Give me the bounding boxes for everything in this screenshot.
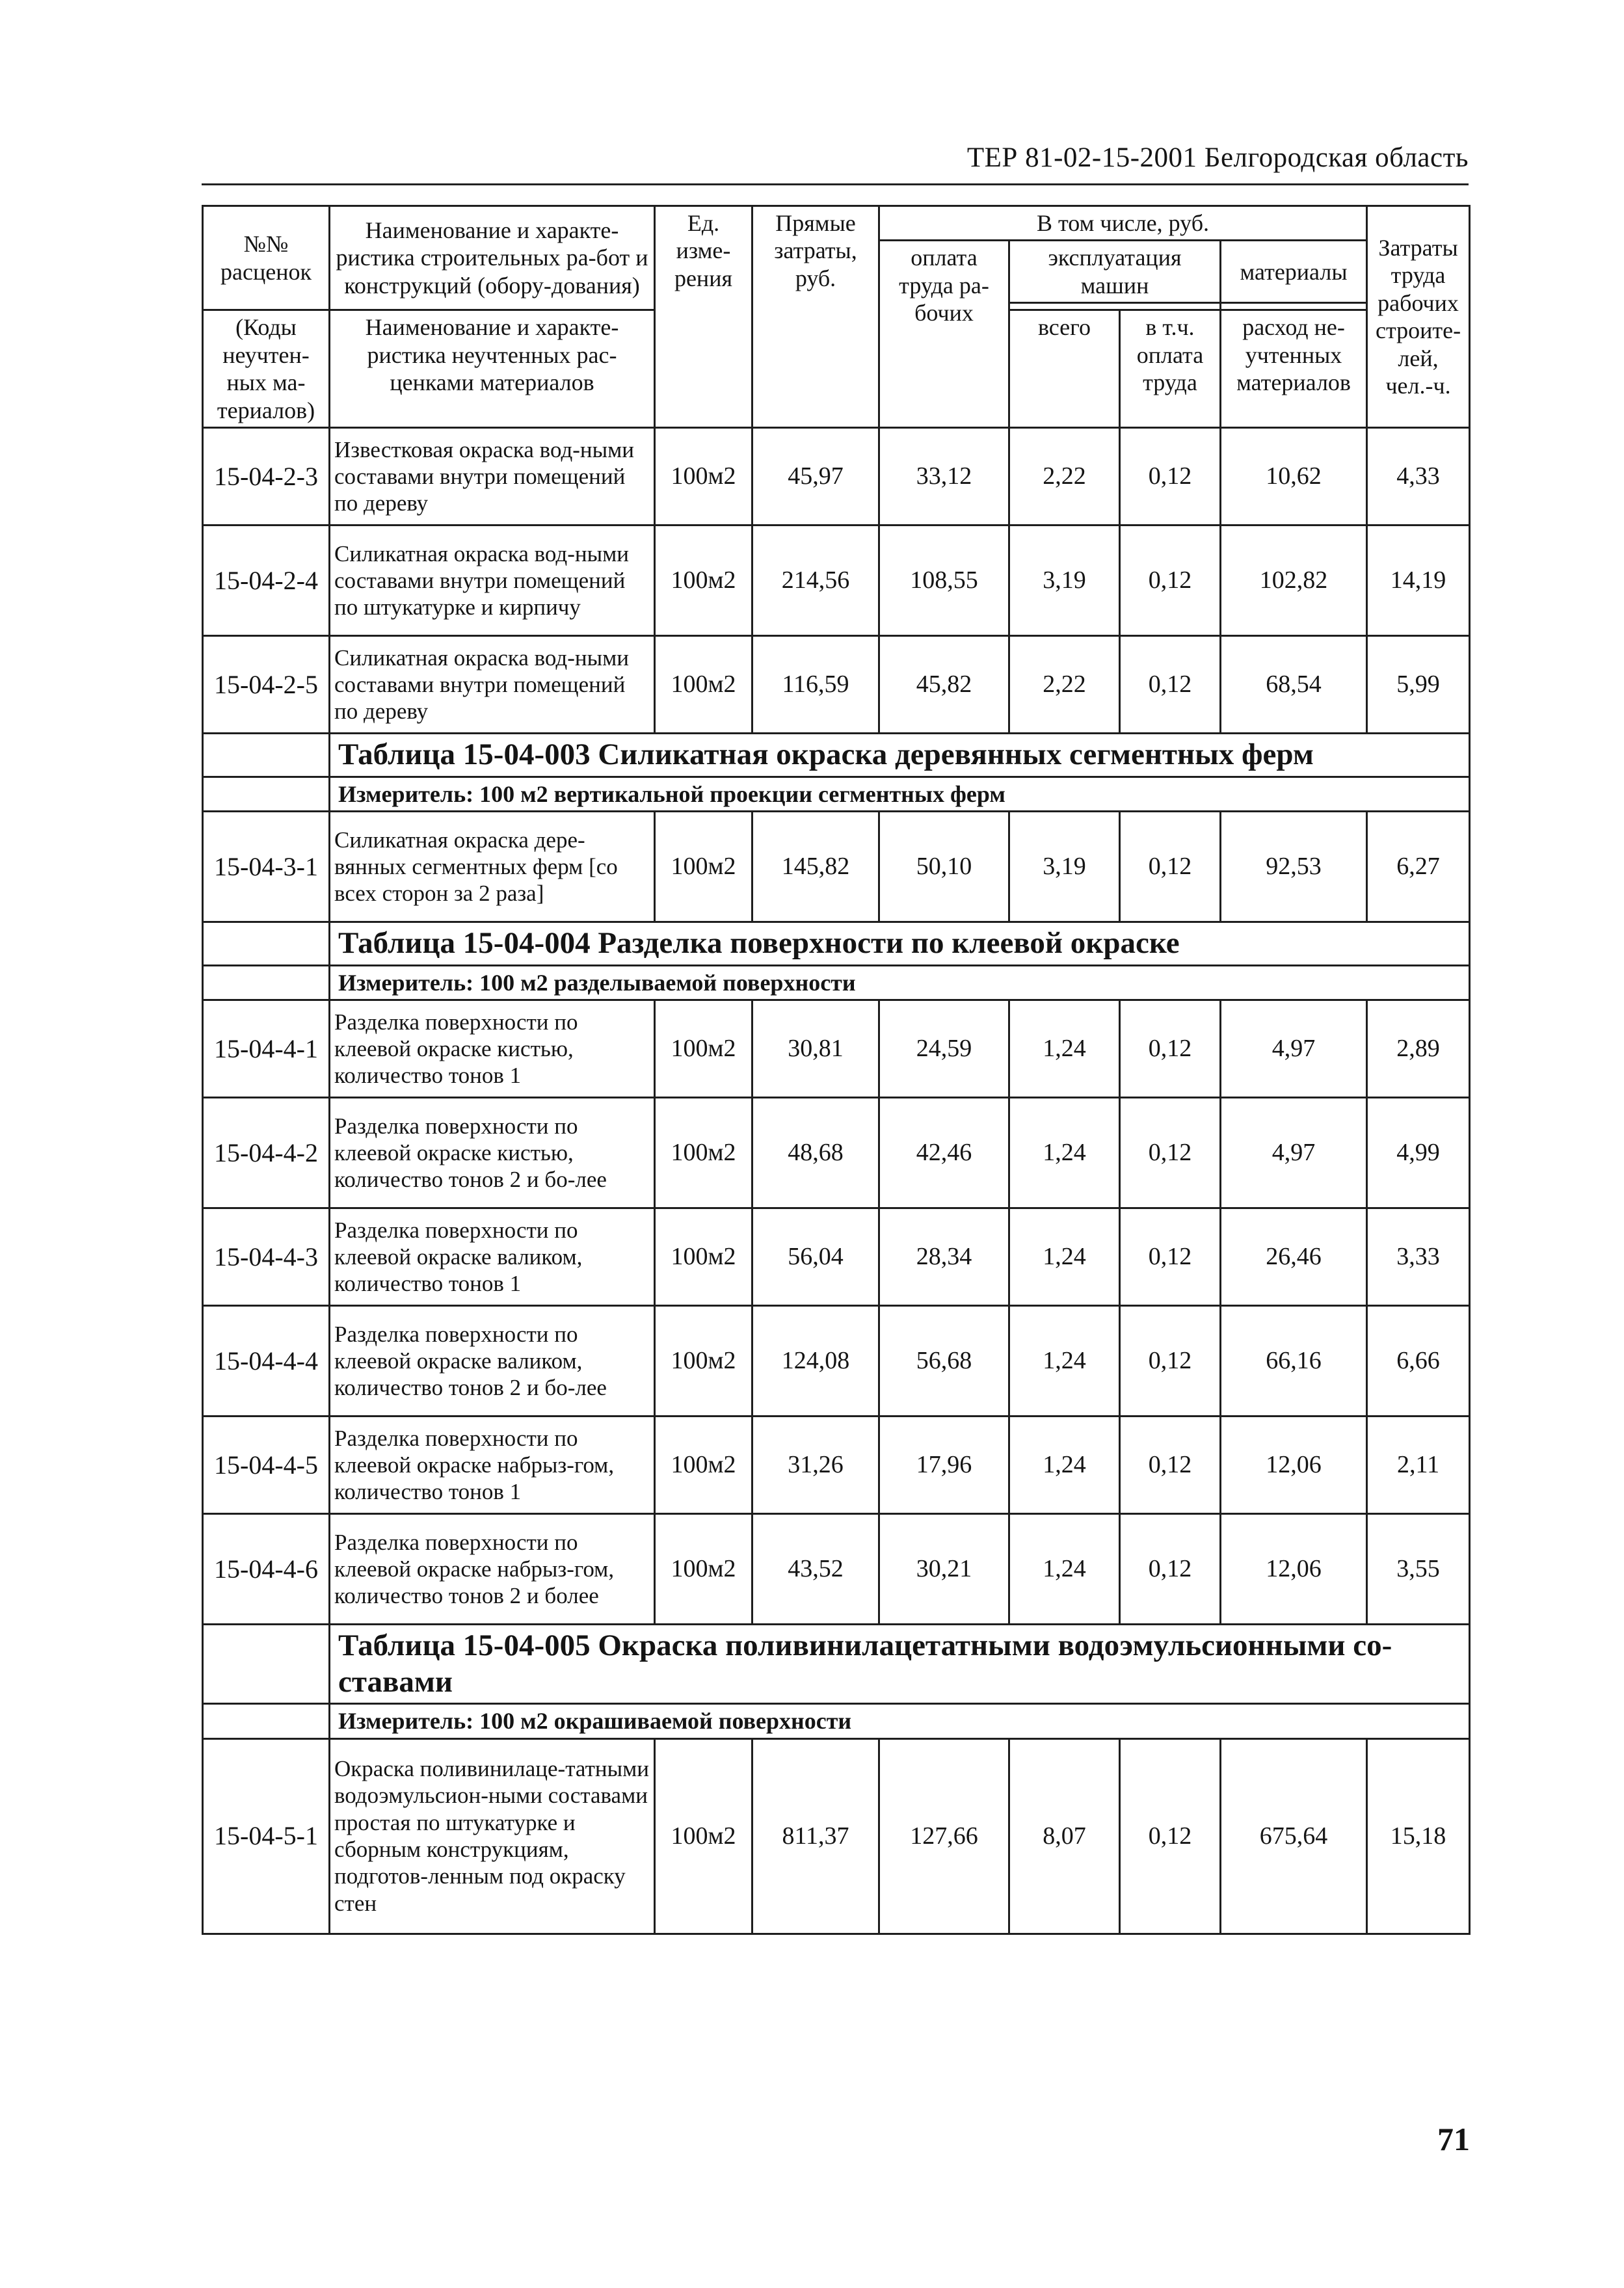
header-rule xyxy=(202,183,1469,185)
rate-labor: 3,55 xyxy=(1367,1514,1470,1625)
rate-code: 15-04-4-3 xyxy=(203,1208,330,1306)
rate-direct-cost: 30,81 xyxy=(752,1000,879,1098)
rate-machines-wages: 0,12 xyxy=(1120,636,1221,734)
rate-machines-total: 1,24 xyxy=(1009,1000,1120,1098)
rate-unit: 100м2 xyxy=(655,525,752,636)
col-unit: Ед. изме-рения xyxy=(655,206,752,428)
rate-name: Окраска поливинилаце-татными водоэмульсион-ными составами простая по штукатурке и сборным конструкциям, подготов-ленным под окраску стен xyxy=(330,1738,655,1934)
rate-code: 15-04-2-5 xyxy=(203,636,330,734)
rate-code: 15-04-4-6 xyxy=(203,1514,330,1625)
rate-machines-wages: 0,12 xyxy=(1120,1208,1221,1306)
rate-machines-wages: 0,12 xyxy=(1120,428,1221,525)
section-measure-row xyxy=(203,777,1470,811)
col-labor: Затраты труда рабочих строите-лей, чел.-ч. xyxy=(1367,206,1470,428)
rate-unit: 100м2 xyxy=(655,1000,752,1098)
header-spacer-materials xyxy=(1221,303,1367,310)
rate-wages: 24,59 xyxy=(879,1000,1009,1098)
rate-wages: 56,68 xyxy=(879,1306,1009,1417)
rate-direct-cost: 124,08 xyxy=(752,1306,879,1417)
table-row xyxy=(203,1417,1470,1514)
col-code-alt: (Коды неучтен-ных ма-териалов) xyxy=(203,310,330,428)
rate-name: Разделка поверхности по клеевой окраске кистью, количество тонов 1 xyxy=(330,1000,655,1098)
col-machines-wages: в т.ч. оплата труда xyxy=(1120,310,1221,428)
col-code: №№ расценок xyxy=(203,206,330,310)
rate-unit: 100м2 xyxy=(655,1514,752,1625)
rate-name: Силикатная окраска дере-вянных сегментных ферм [со всех сторон за 2 раза] xyxy=(330,812,655,922)
table-body xyxy=(203,206,1470,1934)
rate-code: 15-04-3-1 xyxy=(203,812,330,922)
rate-machines-wages: 0,12 xyxy=(1120,1738,1221,1934)
section-measure: Измеритель: 100 м2 окрашиваемой поверхности xyxy=(330,1704,1470,1738)
rate-machines-wages: 0,12 xyxy=(1120,1417,1221,1514)
rate-direct-cost: 45,97 xyxy=(752,428,879,525)
rate-labor: 6,66 xyxy=(1367,1306,1470,1417)
rate-code: 15-04-4-4 xyxy=(203,1306,330,1417)
col-materials-alt: расход не-учтенных материалов xyxy=(1221,310,1367,428)
rate-machines-total: 3,19 xyxy=(1009,525,1120,636)
rate-wages: 127,66 xyxy=(879,1738,1009,1934)
col-including: В том числе, руб. xyxy=(879,206,1367,241)
rate-wages: 28,34 xyxy=(879,1208,1009,1306)
table-row xyxy=(203,1098,1470,1208)
rate-direct-cost: 811,37 xyxy=(752,1738,879,1934)
section-measure: Измеритель: 100 м2 вертикальной проекции сегментных ферм xyxy=(330,777,1470,811)
section-measure: Измеритель: 100 м2 разделываемой поверхности xyxy=(330,965,1470,1000)
col-machines-total: всего xyxy=(1009,310,1120,428)
rate-name: Разделка поверхности по клеевой окраске валиком, количество тонов 2 и бо-лее xyxy=(330,1306,655,1417)
rates-table xyxy=(202,205,1471,1935)
rate-code: 15-04-5-1 xyxy=(203,1738,330,1934)
rate-wages: 108,55 xyxy=(879,525,1009,636)
rate-direct-cost: 31,26 xyxy=(752,1417,879,1514)
rate-materials: 102,82 xyxy=(1221,525,1367,636)
rate-wages: 42,46 xyxy=(879,1098,1009,1208)
rate-materials: 12,06 xyxy=(1221,1417,1367,1514)
section-title-blank xyxy=(203,1625,330,1704)
col-direct: Прямые затраты, руб. xyxy=(752,206,879,428)
rate-unit: 100м2 xyxy=(655,1738,752,1934)
rate-unit: 100м2 xyxy=(655,1098,752,1208)
section-title-row xyxy=(203,922,1470,965)
col-wages: оплата труда ра-бочих xyxy=(879,241,1009,428)
rate-machines-total: 2,22 xyxy=(1009,428,1120,525)
table-row xyxy=(203,428,1470,525)
rate-machines-total: 1,24 xyxy=(1009,1417,1120,1514)
rate-machines-wages: 0,12 xyxy=(1120,1514,1221,1625)
rate-labor: 2,11 xyxy=(1367,1417,1470,1514)
rate-materials: 26,46 xyxy=(1221,1208,1367,1306)
rate-machines-wages: 0,12 xyxy=(1120,525,1221,636)
table-row xyxy=(203,1000,1470,1098)
rate-code: 15-04-4-1 xyxy=(203,1000,330,1098)
section-measure-row xyxy=(203,965,1470,1000)
rate-materials: 92,53 xyxy=(1221,812,1367,922)
rate-machines-total: 1,24 xyxy=(1009,1208,1120,1306)
rate-wages: 33,12 xyxy=(879,428,1009,525)
section-measure-blank xyxy=(203,777,330,811)
rate-labor: 2,89 xyxy=(1367,1000,1470,1098)
page-number: 71 xyxy=(1437,2121,1470,2157)
rate-machines-wages: 0,12 xyxy=(1120,812,1221,922)
rate-machines-total: 1,24 xyxy=(1009,1306,1120,1417)
section-title-row xyxy=(203,1625,1470,1704)
rate-labor: 4,33 xyxy=(1367,428,1470,525)
rate-labor: 5,99 xyxy=(1367,636,1470,734)
rate-code: 15-04-4-5 xyxy=(203,1417,330,1514)
rate-wages: 50,10 xyxy=(879,812,1009,922)
section-measure-blank xyxy=(203,1704,330,1738)
rate-wages: 30,21 xyxy=(879,1514,1009,1625)
col-name-alt: Наименование и характе-ристика неучтенных рас-ценками материалов xyxy=(330,310,655,428)
rate-materials: 4,97 xyxy=(1221,1098,1367,1208)
rate-machines-total: 1,24 xyxy=(1009,1098,1120,1208)
document-header: ТЕР 81-02-15-2001 Белгородская область xyxy=(966,142,1469,173)
header-spacer-machines xyxy=(1009,303,1221,310)
rate-labor: 14,19 xyxy=(1367,525,1470,636)
rate-labor: 6,27 xyxy=(1367,812,1470,922)
col-materials: материалы xyxy=(1221,241,1367,303)
rate-name: Разделка поверхности по клеевой окраске набрыз-гом, количество тонов 1 xyxy=(330,1417,655,1514)
rate-unit: 100м2 xyxy=(655,1306,752,1417)
table-row xyxy=(203,636,1470,734)
section-measure-row xyxy=(203,1704,1470,1738)
rate-labor: 3,33 xyxy=(1367,1208,1470,1306)
rate-wages: 17,96 xyxy=(879,1417,1009,1514)
rate-machines-wages: 0,12 xyxy=(1120,1306,1221,1417)
section-title: Таблица 15-04-005 Окраска поливинилацетатными водоэмульсионными со-ставами xyxy=(330,1625,1470,1704)
rate-machines-total: 2,22 xyxy=(1009,636,1120,734)
rate-unit: 100м2 xyxy=(655,1417,752,1514)
rate-machines-total: 8,07 xyxy=(1009,1738,1120,1934)
table-row xyxy=(203,1514,1470,1625)
rate-machines-total: 3,19 xyxy=(1009,812,1120,922)
rate-direct-cost: 145,82 xyxy=(752,812,879,922)
rate-materials: 4,97 xyxy=(1221,1000,1367,1098)
rate-code: 15-04-2-4 xyxy=(203,525,330,636)
rate-unit: 100м2 xyxy=(655,812,752,922)
rate-unit: 100м2 xyxy=(655,428,752,525)
rate-name: Разделка поверхности по клеевой окраске валиком, количество тонов 1 xyxy=(330,1208,655,1306)
rate-materials: 12,06 xyxy=(1221,1514,1367,1625)
section-title: Таблица 15-04-004 Разделка поверхности по клеевой окраске xyxy=(330,922,1470,965)
section-title: Таблица 15-04-003 Силикатная окраска деревянных сегментных ферм xyxy=(330,734,1470,777)
rate-name: Известковая окраска вод-ными составами внутри помещений по дереву xyxy=(330,428,655,525)
rate-materials: 68,54 xyxy=(1221,636,1367,734)
table-row xyxy=(203,1306,1470,1417)
rate-materials: 66,16 xyxy=(1221,1306,1367,1417)
rate-name: Разделка поверхности по клеевой окраске кистью, количество тонов 2 и бо-лее xyxy=(330,1098,655,1208)
rate-labor: 4,99 xyxy=(1367,1098,1470,1208)
rate-machines-wages: 0,12 xyxy=(1120,1098,1221,1208)
rate-name: Разделка поверхности по клеевой окраске набрыз-гом, количество тонов 2 и более xyxy=(330,1514,655,1625)
col-machines: эксплуатация машин xyxy=(1009,241,1221,303)
rate-name: Силикатная окраска вод-ными составами внутри помещений по штукатурке и кирпичу xyxy=(330,525,655,636)
section-title-blank xyxy=(203,922,330,965)
rate-name: Силикатная окраска вод-ными составами внутри помещений по дереву xyxy=(330,636,655,734)
rate-code: 15-04-4-2 xyxy=(203,1098,330,1208)
table-row xyxy=(203,1738,1470,1934)
section-title-row xyxy=(203,734,1470,777)
rate-unit: 100м2 xyxy=(655,1208,752,1306)
rate-materials: 675,64 xyxy=(1221,1738,1367,1934)
section-measure-blank xyxy=(203,965,330,1000)
section-title-blank xyxy=(203,734,330,777)
rate-direct-cost: 56,04 xyxy=(752,1208,879,1306)
header-row-1 xyxy=(203,206,1470,241)
rate-labor: 15,18 xyxy=(1367,1738,1470,1934)
rate-direct-cost: 116,59 xyxy=(752,636,879,734)
rate-materials: 10,62 xyxy=(1221,428,1367,525)
rate-direct-cost: 214,56 xyxy=(752,525,879,636)
rate-machines-wages: 0,12 xyxy=(1120,1000,1221,1098)
rate-unit: 100м2 xyxy=(655,636,752,734)
table-row xyxy=(203,525,1470,636)
table-row xyxy=(203,812,1470,922)
rate-direct-cost: 43,52 xyxy=(752,1514,879,1625)
table-row xyxy=(203,1208,1470,1306)
rate-code: 15-04-2-3 xyxy=(203,428,330,525)
rate-machines-total: 1,24 xyxy=(1009,1514,1120,1625)
rate-direct-cost: 48,68 xyxy=(752,1098,879,1208)
rate-wages: 45,82 xyxy=(879,636,1009,734)
col-name: Наименование и характе-ристика строительных ра-бот и конструкций (обору-дования) xyxy=(330,206,655,310)
